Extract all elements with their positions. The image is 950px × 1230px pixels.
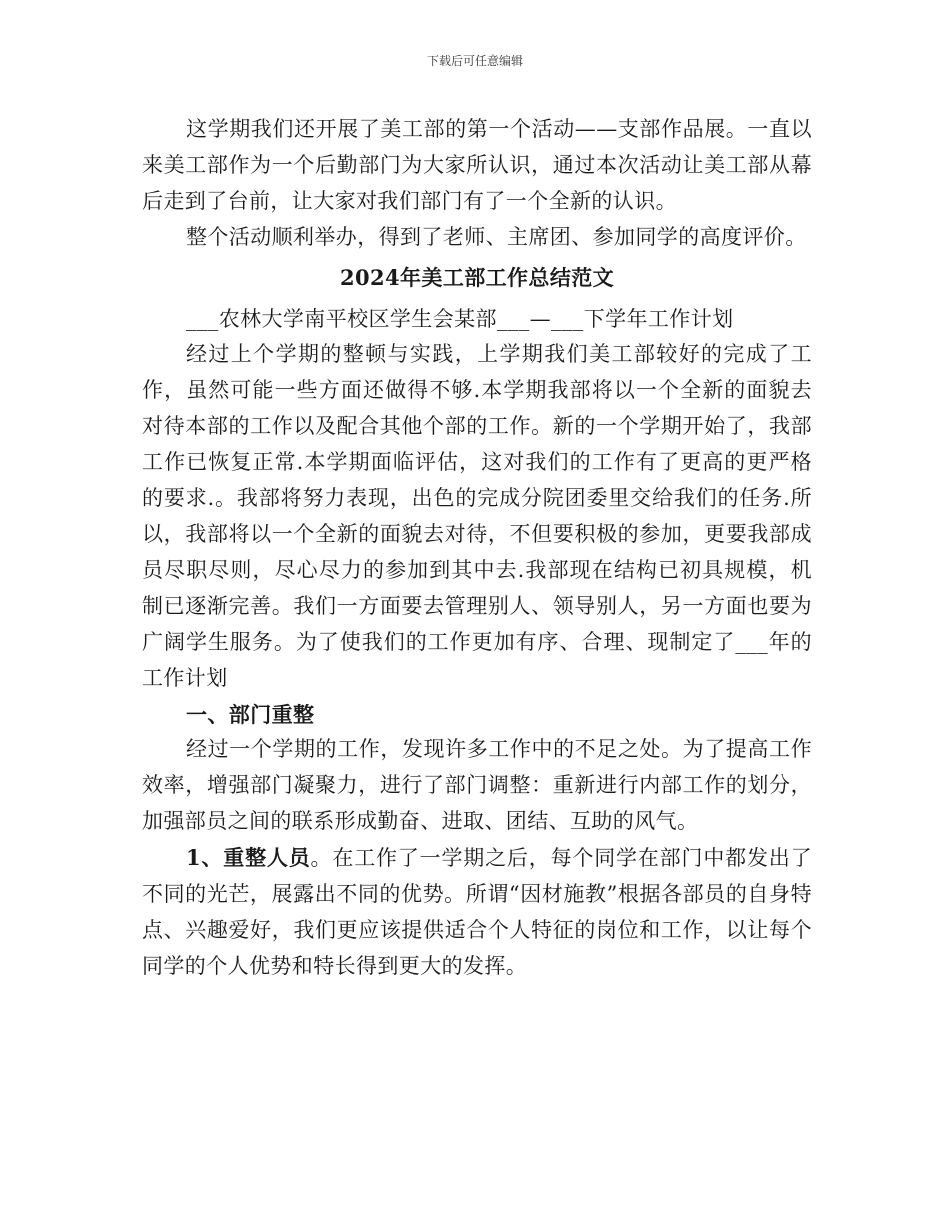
document-title: 2024年美工部工作总结范文 [339,264,615,290]
page-header: 下载后可任意编辑 [426,54,523,68]
paragraph-body-1: 经过上个学期的整顿与实践，上学期我们美工部较好的完成了工作，虽然可能一些方面还做得不够.本学期我部将以一个全新的面貌去对待本部的工作以及配合其他个部的工作。新的一个学期开始了，我部工作已恢复正常.本学期面临评估，这对我们的工作有了更高的更严格的要求.。我部将努力表现，出色的完成分院团委里交给我们的任务.所以，我部将以一个全新的面貌去对待，不但要积极的参加，更要我部成员尽职尽则，尽心尽力的参加到其中去.我部现在结构已初具规模，机制已逐渐完善。我们一方面要去管理别人、领导别人，另一方面也要为广阔学生服务。为了使我们的工作更加有序、合理、现制定了___年的工作计划 [142,342,812,690]
document-subtitle: ___农林大学南平校区学生会某部___—___下学年工作计划 [186,306,734,331]
paragraph-intro-2: 整个活动顺利举办，得到了老师、主席团、参加同学的高度评价。 [186,224,807,249]
paragraph-section-1: 经过一个学期的工作，发现许多工作中的不足之处。为了提高工作效率，增强部门凝聚力，进行了部门调整：重新进行内部工作的划分，加强部员之间的联系形成勤奋、进取、团结、互助的风气。 [142,737,812,834]
paragraph-intro-1: 这学期我们还开展了美工部的第一个活动——支部作品展。一直以来美工部作为一个后勤部门为大家所认识，通过本次活动让美工部从幕后走到了台前，让大家对我们部门有了一个全新的认识。 [142,117,812,213]
document-body [142,112,812,985]
item-body-1: 。在工作了一学期之后，每个同学在部门中都发出了不同的光芒，展露出不同的优势。所谓“因材施教”根据各部员的自身特点、兴趣爱好，我们更应该提供适合个人特征的岗位和工作，以让每个同学的个人优势和特长得到更大的发挥。 [142,846,813,978]
item-heading-1: 1、重整人员 [186,845,311,871]
section-heading-1: 一、部门重整 [186,701,315,727]
paragraph-item-1 [142,840,812,985]
